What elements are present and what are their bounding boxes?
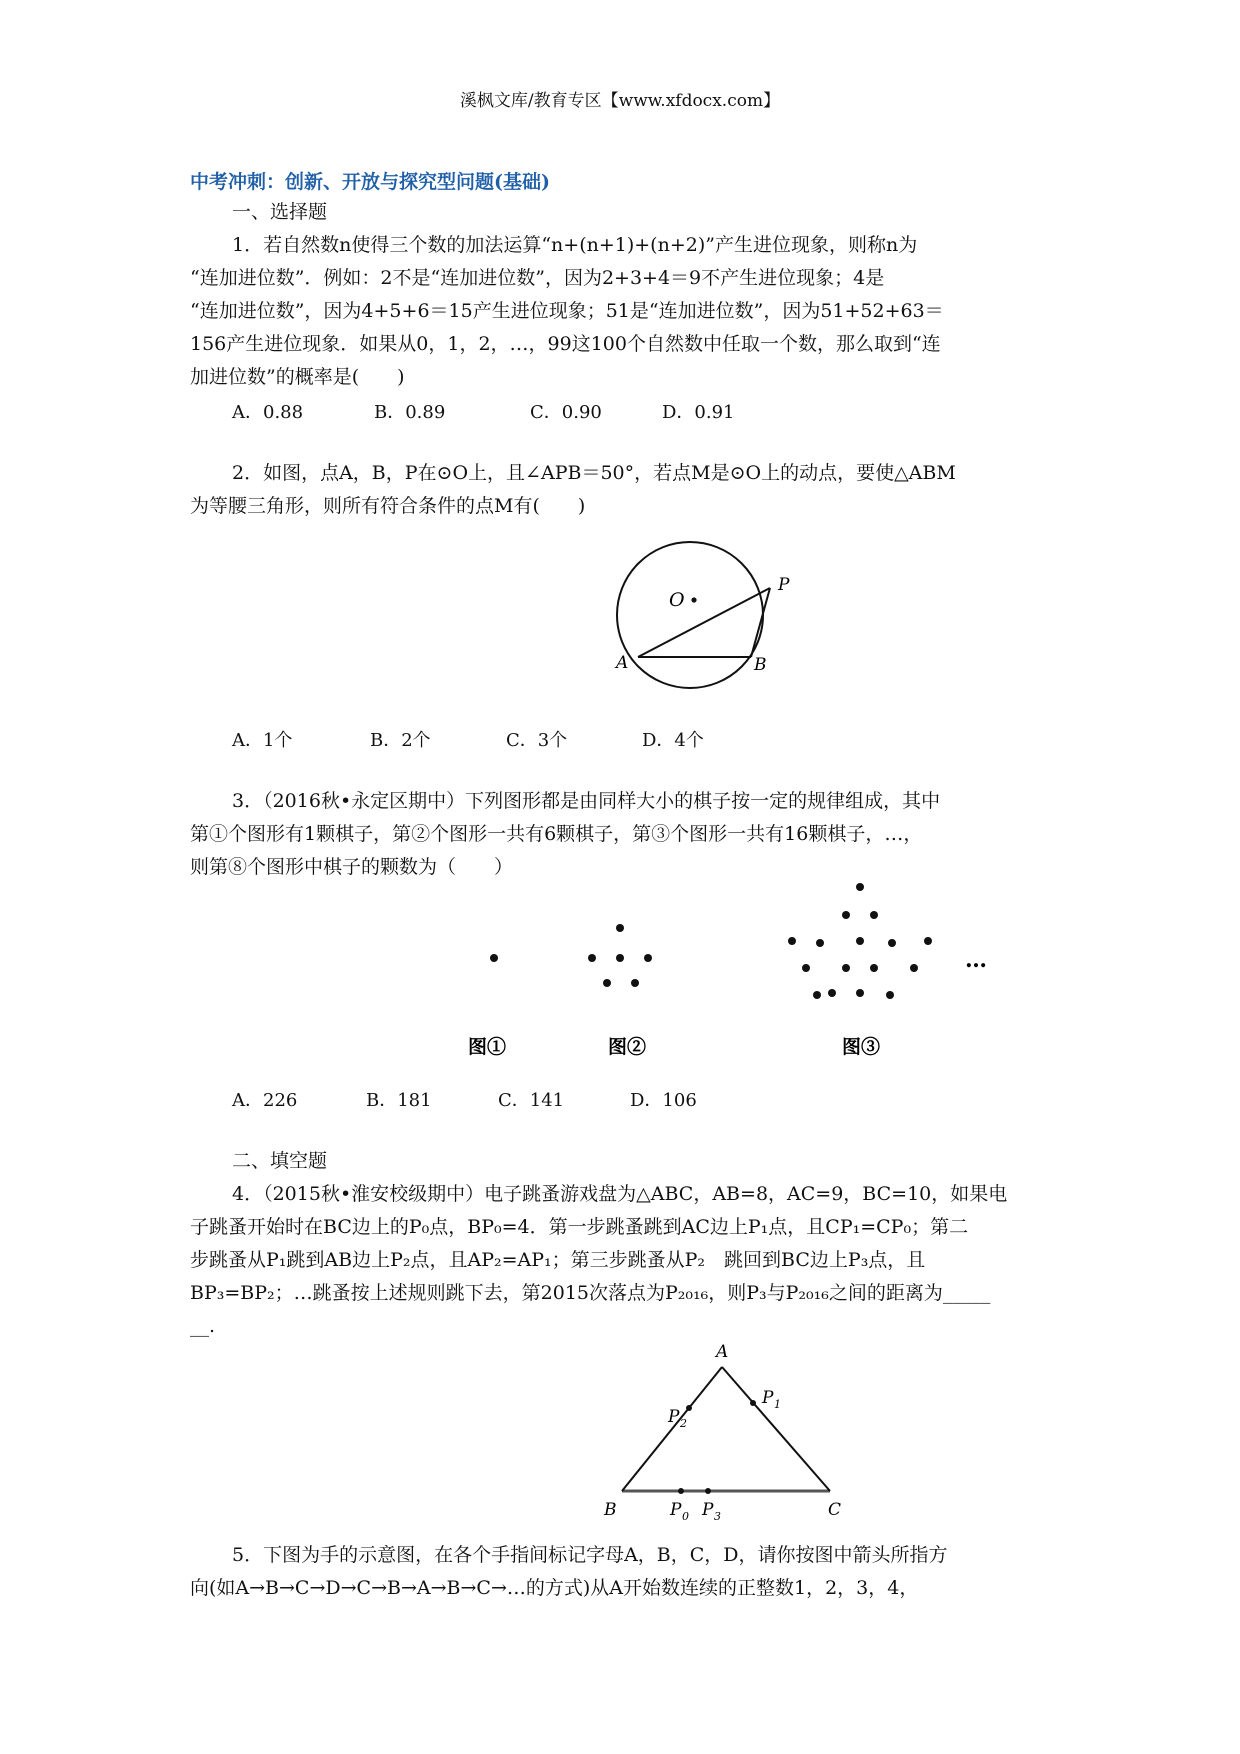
ellipsis: …	[965, 947, 987, 973]
label-p2: P	[668, 1407, 680, 1427]
point-p2	[686, 1405, 692, 1411]
figure-label-3: 图③	[842, 1036, 881, 1058]
section-heading: 二、填空题	[232, 1150, 328, 1172]
label-a: A	[616, 653, 629, 673]
question-text: 2．如图，点A，B，P在⊙O上，且∠APB＝50°，若点M是⊙O上的动点，要使△ABM	[232, 462, 956, 484]
triangle-figure	[590, 1335, 870, 1520]
label-b: B	[604, 1500, 617, 1520]
label-c: C	[828, 1500, 842, 1520]
answer-option: D．4个	[642, 730, 704, 751]
label-o: O	[669, 589, 685, 611]
answer-option: D．106	[630, 1090, 697, 1111]
label-p1-sub: 1	[774, 1398, 781, 1411]
question-text: 为等腰三角形，则所有符合条件的点M有( )	[190, 495, 586, 517]
point-p0	[678, 1488, 684, 1494]
answer-option: D．0.91	[662, 402, 735, 423]
answer-option: A．0.88	[232, 402, 304, 423]
figure-label-1: 图①	[468, 1036, 507, 1058]
label-p2-sub: 2	[680, 1417, 687, 1430]
label-p3: P	[702, 1500, 714, 1520]
question-text: 步跳蚤从P₁跳到AB边上P₂点，且AP₂=AP₁；第三步跳蚤从P₂ 跳回到BC边上P₃点，且	[190, 1249, 926, 1271]
label-p0-sub: 0	[682, 1510, 689, 1520]
answer-option: A．226	[232, 1090, 298, 1111]
question-text: 加进位数”的概率是( )	[190, 366, 405, 388]
question-text: 5．下图为手的示意图，在各个手指间标记字母A，B，C，D，请你按图中箭头所指方	[232, 1544, 948, 1566]
label-a: A	[716, 1342, 729, 1362]
circle-o	[617, 542, 763, 688]
answer-option: C．141	[498, 1090, 565, 1111]
question-text: 1．若自然数n使得三个数的加法运算“n+(n+1)+(n+2)”产生进位现象，则称n为	[232, 234, 918, 256]
question-text: 156产生进位现象．如果从0，1，2，…，99这100个自然数中任取一个数，那么取到“连	[190, 333, 941, 355]
dot-pattern-figure	[460, 875, 1000, 1065]
side-ab	[622, 1367, 722, 1491]
center-dot	[691, 597, 696, 602]
answer-option: C．3个	[506, 730, 568, 751]
question-text: 3．（2016秋•永定区期中）下列图形都是由同样大小的棋子按一定的规律组成，其中	[232, 790, 941, 812]
section-heading: 一、选择题	[232, 201, 328, 223]
question-text: 4．（2015秋•淮安校级期中）电子跳蚤游戏盘为△ABC，AB=8，AC=9，BC=10，如果电	[232, 1183, 1008, 1205]
label-b: B	[754, 655, 767, 675]
question-text: 则第⑧个图形中棋子的颗数为（ ）	[190, 856, 514, 878]
label-p1: P	[762, 1388, 774, 1408]
answer-option: B．2个	[370, 730, 431, 751]
circle-figure	[600, 540, 800, 690]
page-header: 溪枫文库/教育专区【www.xfdocx.com】	[459, 91, 781, 111]
label-p3-sub: 3	[714, 1510, 721, 1520]
answer-option: B．181	[366, 1090, 432, 1111]
label-p0: P	[670, 1500, 682, 1520]
figure-3-dots	[788, 883, 932, 999]
answer-option: B．0.89	[374, 402, 446, 423]
question-text: 子跳蚤开始时在BC边上的P₀点，BP₀=4．第一步跳蚤跳到AC边上P₁点，且CP₁=CP₀；第二	[190, 1216, 969, 1238]
answer-option: A．1个	[232, 730, 293, 751]
point-p1	[750, 1400, 756, 1406]
answer-option: C．0.90	[530, 402, 602, 423]
question-text: 向(如A→B→C→D→C→B→A→B→C→…的方式)从A开始数连续的正整数1，2，3，4，	[190, 1577, 919, 1599]
question-text: BP₃=BP₂；…跳蚤按上述规则跳下去，第2015次落点为P₂₀₁₆，则P₃与P₂₀₁₆之间的距离为_____	[190, 1282, 991, 1304]
figure-2-dots	[588, 924, 652, 987]
segment-ap	[638, 588, 770, 657]
label-p: P	[778, 575, 790, 595]
side-ac	[722, 1367, 830, 1491]
page-title: 中考冲刺：创新、开放与探究型问题(基础)	[190, 171, 550, 193]
question-text: __.	[190, 1315, 216, 1337]
figure-1-dots	[490, 954, 498, 962]
question-text: “连加进位数”，因为4+5+6＝15产生进位现象；51是“连加进位数”，因为51+52+63＝	[190, 300, 944, 322]
point-p3	[705, 1488, 711, 1494]
question-text: “连加进位数”．例如：2不是“连加进位数”，因为2+3+4＝9不产生进位现象；4是	[190, 267, 885, 289]
figure-label-2: 图②	[608, 1036, 647, 1058]
question-text: 第①个图形有1颗棋子，第②个图形一共有6颗棋子，第③个图形一共有16颗棋子，…，	[190, 823, 923, 845]
